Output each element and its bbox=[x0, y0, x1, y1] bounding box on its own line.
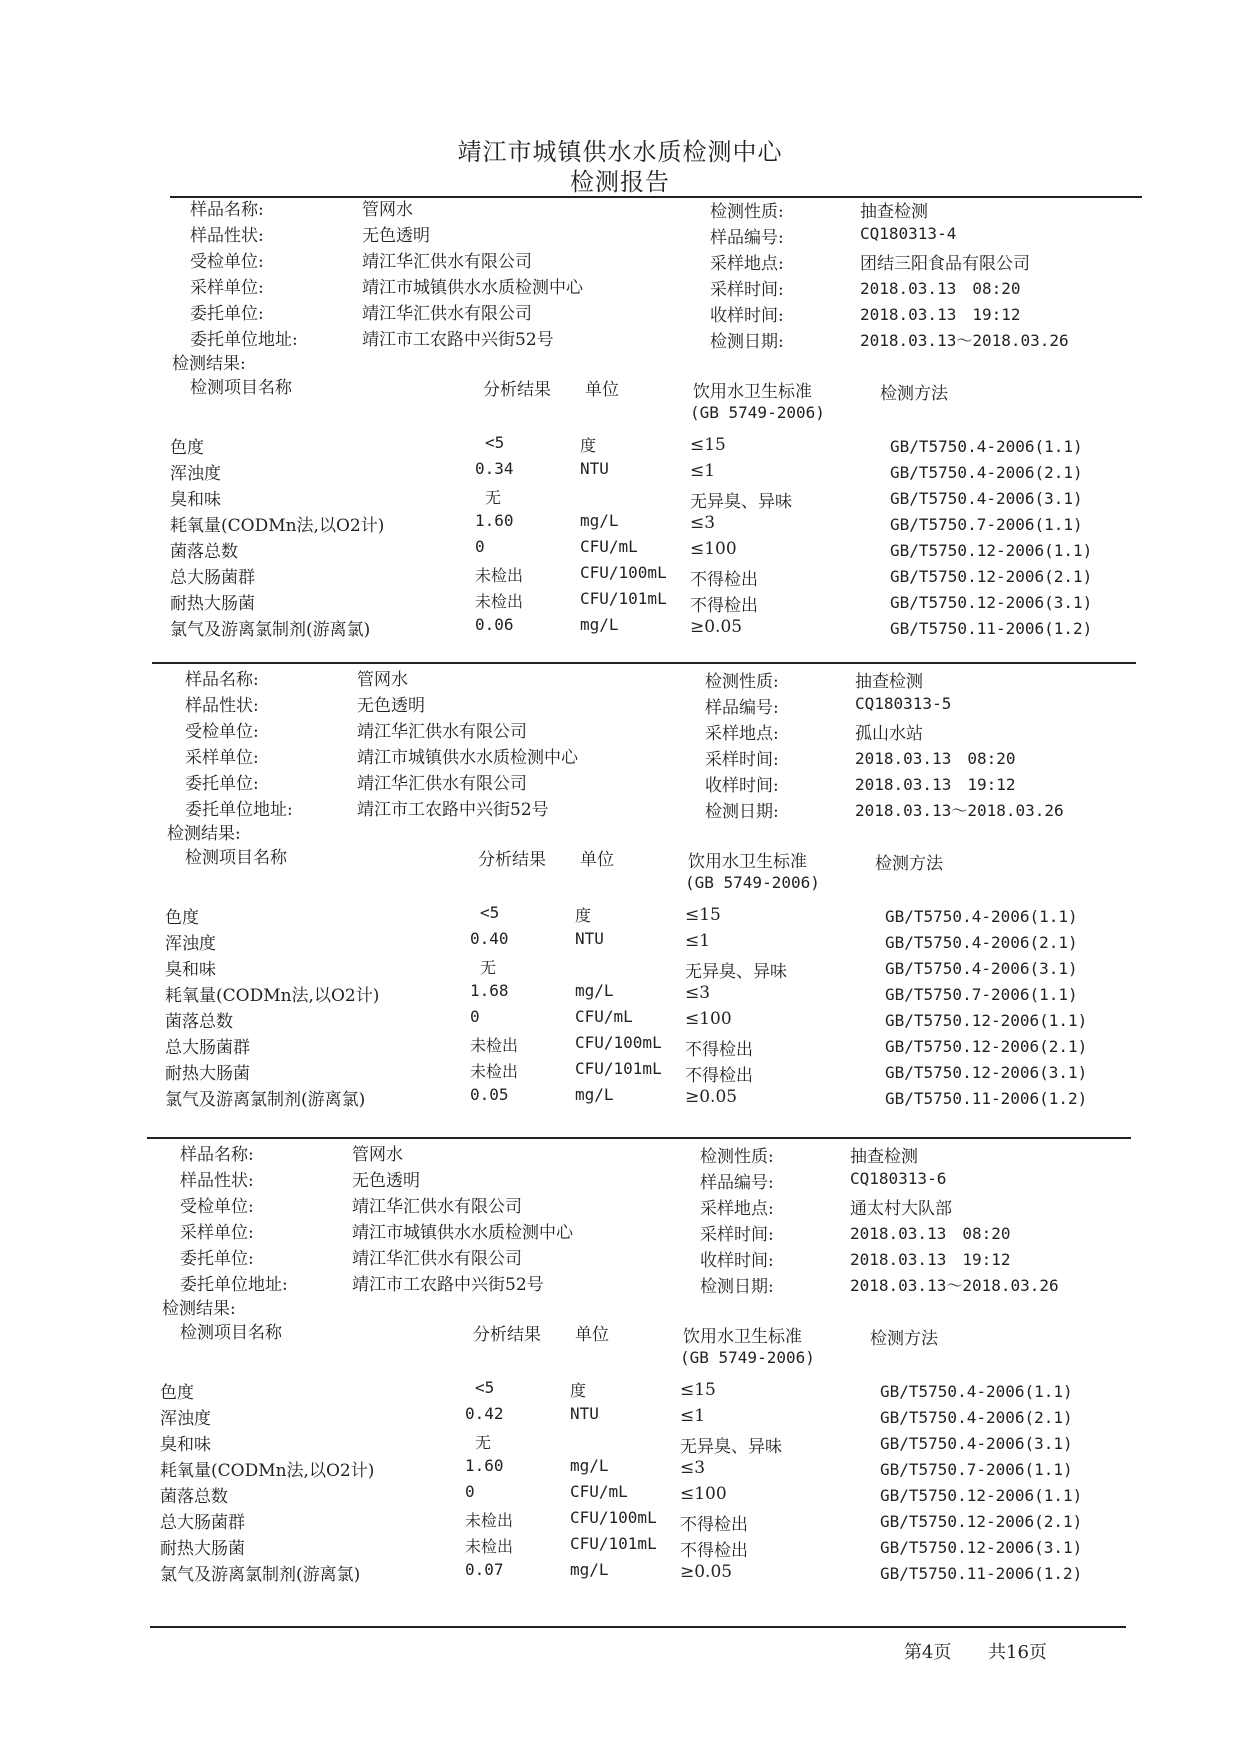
cell-item: 浑浊度 bbox=[170, 464, 221, 484]
label-sample-no: 样品编号: bbox=[700, 1173, 774, 1193]
cell-result: 未检出 bbox=[470, 1062, 519, 1081]
cell-method: GB/T5750.11-2006(1.2) bbox=[890, 619, 1093, 638]
cell-standard: ≤1 bbox=[680, 1406, 706, 1426]
col-header-standard: 饮用水卫生标准 bbox=[688, 852, 807, 872]
cell-method: GB/T5750.12-2006(3.1) bbox=[880, 1538, 1083, 1557]
cell-unit: NTU bbox=[570, 1404, 599, 1423]
label-results: 检测结果: bbox=[162, 1299, 236, 1319]
cell-unit: CFU/mL bbox=[580, 537, 638, 556]
value-sample-state: 无色透明 bbox=[362, 226, 430, 246]
cell-item: 色度 bbox=[170, 438, 204, 458]
cell-method: GB/T5750.11-2006(1.2) bbox=[880, 1564, 1083, 1583]
cell-standard: 不得检出 bbox=[685, 1066, 753, 1086]
cell-item: 浑浊度 bbox=[165, 934, 216, 954]
value-sampling-site: 团结三阳食品有限公司 bbox=[860, 254, 1030, 274]
cell-method: GB/T5750.7-2006(1.1) bbox=[890, 515, 1083, 534]
value-sample-name: 管网水 bbox=[357, 670, 408, 690]
cell-method: GB/T5750.4-2006(1.1) bbox=[890, 437, 1083, 456]
cell-item: 氯气及游离氯制剂(游离氯) bbox=[170, 620, 371, 640]
cell-result: <5 bbox=[475, 1378, 495, 1397]
label-test-date: 检测日期: bbox=[705, 802, 779, 822]
cell-item: 耗氧量(CODMn法,以O2计) bbox=[165, 986, 380, 1006]
cell-item: 色度 bbox=[165, 908, 199, 928]
cell-item: 耐热大肠菌 bbox=[165, 1064, 250, 1084]
label-sampling-time: 采样时间: bbox=[700, 1225, 774, 1245]
label-sample-state: 样品性状: bbox=[190, 226, 264, 246]
cell-standard: ≤15 bbox=[680, 1380, 716, 1400]
value-sampling-site: 孤山水站 bbox=[855, 724, 923, 744]
report-org-title: 靖江市城镇供水水质检测中心 bbox=[457, 138, 783, 166]
cell-item: 臭和味 bbox=[160, 1435, 211, 1455]
value-client-address: 靖江市工农路中兴街52号 bbox=[357, 800, 549, 820]
cell-standard: ≤100 bbox=[685, 1009, 732, 1029]
cell-result: <5 bbox=[480, 903, 500, 922]
cell-standard: ≥0.05 bbox=[690, 617, 743, 637]
label-results: 检测结果: bbox=[167, 824, 241, 844]
cell-method: GB/T5750.4-2006(1.1) bbox=[885, 907, 1078, 926]
cell-unit: mg/L bbox=[570, 1560, 609, 1579]
cell-unit: mg/L bbox=[580, 511, 619, 530]
label-sample-name: 样品名称: bbox=[180, 1145, 254, 1165]
section-divider bbox=[147, 1137, 1131, 1139]
value-inspected-unit: 靖江华汇供水有限公司 bbox=[352, 1197, 522, 1217]
label-receive-time: 收样时间: bbox=[705, 776, 779, 796]
value-sampling-time: 2018.03.13 08:20 bbox=[855, 749, 1016, 768]
cell-method: GB/T5750.4-2006(3.1) bbox=[880, 1434, 1073, 1453]
col-header-result: 分析结果 bbox=[473, 1325, 541, 1345]
cell-method: GB/T5750.7-2006(1.1) bbox=[880, 1460, 1073, 1479]
cell-item: 耗氧量(CODMn法,以O2计) bbox=[160, 1461, 375, 1481]
value-test-nature: 抽查检测 bbox=[850, 1147, 918, 1167]
cell-method: GB/T5750.4-2006(1.1) bbox=[880, 1382, 1073, 1401]
cell-standard: 不得检出 bbox=[690, 570, 758, 590]
label-receive-time: 收样时间: bbox=[700, 1251, 774, 1271]
cell-result: 无 bbox=[485, 488, 502, 507]
label-sampling-time: 采样时间: bbox=[710, 280, 784, 300]
cell-method: GB/T5750.12-2006(1.1) bbox=[890, 541, 1093, 560]
cell-unit: mg/L bbox=[575, 1085, 614, 1104]
cell-item: 耗氧量(CODMn法,以O2计) bbox=[170, 516, 385, 536]
label-test-nature: 检测性质: bbox=[705, 672, 779, 692]
cell-method: GB/T5750.12-2006(1.1) bbox=[885, 1011, 1088, 1030]
value-sampling-time: 2018.03.13 08:20 bbox=[850, 1224, 1011, 1243]
cell-unit: mg/L bbox=[570, 1456, 609, 1475]
cell-method: GB/T5750.4-2006(2.1) bbox=[885, 933, 1078, 952]
cell-item: 菌落总数 bbox=[160, 1487, 228, 1507]
col-header-result: 分析结果 bbox=[483, 380, 551, 400]
cell-method: GB/T5750.4-2006(2.1) bbox=[890, 463, 1083, 482]
col-header-method: 检测方法 bbox=[880, 384, 948, 404]
col-header-item: 检测项目名称 bbox=[190, 378, 292, 398]
cell-result: 1.60 bbox=[475, 511, 514, 530]
cell-standard: ≤3 bbox=[685, 983, 711, 1003]
cell-unit: CFU/mL bbox=[575, 1007, 633, 1026]
cell-result: 0.34 bbox=[475, 459, 514, 478]
cell-item: 氯气及游离氯制剂(游离氯) bbox=[160, 1565, 361, 1585]
label-sampling-site: 采样地点: bbox=[710, 254, 784, 274]
cell-item: 菌落总数 bbox=[165, 1012, 233, 1032]
cell-method: GB/T5750.12-2006(1.1) bbox=[880, 1486, 1083, 1505]
cell-result: 0.40 bbox=[470, 929, 509, 948]
cell-standard: ≤15 bbox=[690, 435, 726, 455]
cell-standard: ≥0.05 bbox=[685, 1087, 738, 1107]
col-header-unit: 单位 bbox=[580, 850, 614, 870]
cell-item: 耐热大肠菌 bbox=[160, 1539, 245, 1559]
label-test-nature: 检测性质: bbox=[700, 1147, 774, 1167]
value-sampling-unit: 靖江市城镇供水水质检测中心 bbox=[357, 748, 578, 768]
cell-unit: CFU/100mL bbox=[575, 1033, 662, 1052]
label-client-address: 委托单位地址: bbox=[185, 800, 293, 820]
cell-item: 总大肠菌群 bbox=[170, 568, 255, 588]
cell-unit: CFU/mL bbox=[570, 1482, 628, 1501]
cell-unit: 度 bbox=[575, 906, 592, 925]
label-client-unit: 委托单位: bbox=[190, 304, 264, 324]
cell-standard: ≤3 bbox=[680, 1458, 706, 1478]
col-header-method: 检测方法 bbox=[875, 854, 943, 874]
cell-unit: mg/L bbox=[575, 981, 614, 1000]
col-header-standard-ref: (GB 5749-2006) bbox=[685, 873, 820, 892]
cell-standard: ≤100 bbox=[690, 539, 737, 559]
value-client-unit: 靖江华汇供水有限公司 bbox=[357, 774, 527, 794]
cell-result: 0.05 bbox=[470, 1085, 509, 1104]
label-inspected-unit: 受检单位: bbox=[190, 252, 264, 272]
header-rule bbox=[170, 196, 1142, 198]
value-sampling-time: 2018.03.13 08:20 bbox=[860, 279, 1021, 298]
cell-result: 无 bbox=[480, 958, 497, 977]
label-sampling-unit: 采样单位: bbox=[180, 1223, 254, 1243]
cell-item: 总大肠菌群 bbox=[165, 1038, 250, 1058]
footer-rule bbox=[150, 1626, 1126, 1628]
label-results: 检测结果: bbox=[172, 354, 246, 374]
value-inspected-unit: 靖江华汇供水有限公司 bbox=[362, 252, 532, 272]
cell-item: 臭和味 bbox=[165, 960, 216, 980]
label-inspected-unit: 受检单位: bbox=[185, 722, 259, 742]
value-receive-time: 2018.03.13 19:12 bbox=[850, 1250, 1011, 1269]
cell-result: <5 bbox=[485, 433, 505, 452]
cell-item: 色度 bbox=[160, 1383, 194, 1403]
page-total: 共16页 bbox=[988, 1642, 1047, 1663]
col-header-standard: 饮用水卫生标准 bbox=[683, 1327, 802, 1347]
value-test-date: 2018.03.13～2018.03.26 bbox=[855, 801, 1064, 820]
cell-result: 0 bbox=[465, 1482, 475, 1501]
cell-unit: 度 bbox=[570, 1381, 587, 1400]
cell-unit: NTU bbox=[580, 459, 609, 478]
value-test-nature: 抽查检测 bbox=[855, 672, 923, 692]
cell-standard: 无异臭、异味 bbox=[690, 492, 792, 512]
label-sample-name: 样品名称: bbox=[185, 670, 259, 690]
label-sampling-site: 采样地点: bbox=[705, 724, 779, 744]
value-receive-time: 2018.03.13 19:12 bbox=[860, 305, 1021, 324]
page-number: 第4页 bbox=[904, 1642, 952, 1663]
cell-method: GB/T5750.12-2006(3.1) bbox=[885, 1063, 1088, 1082]
cell-unit: mg/L bbox=[580, 615, 619, 634]
label-sample-state: 样品性状: bbox=[180, 1171, 254, 1191]
cell-standard: 不得检出 bbox=[690, 596, 758, 616]
section-divider bbox=[152, 662, 1136, 664]
cell-standard: ≤3 bbox=[690, 513, 716, 533]
cell-standard: ≥0.05 bbox=[680, 1562, 733, 1582]
cell-standard: ≤1 bbox=[685, 931, 711, 951]
cell-unit: CFU/101mL bbox=[580, 589, 667, 608]
cell-standard: 不得检出 bbox=[680, 1541, 748, 1561]
cell-item: 耐热大肠菌 bbox=[170, 594, 255, 614]
value-receive-time: 2018.03.13 19:12 bbox=[855, 775, 1016, 794]
label-sample-state: 样品性状: bbox=[185, 696, 259, 716]
value-sample-state: 无色透明 bbox=[352, 1171, 420, 1191]
value-sample-no: CQ180313-5 bbox=[855, 694, 952, 713]
cell-method: GB/T5750.4-2006(2.1) bbox=[880, 1408, 1073, 1427]
cell-result: 未检出 bbox=[465, 1537, 514, 1556]
cell-unit: CFU/100mL bbox=[570, 1508, 657, 1527]
cell-standard: ≤100 bbox=[680, 1484, 727, 1504]
value-test-date: 2018.03.13～2018.03.26 bbox=[860, 331, 1069, 350]
value-sample-no: CQ180313-4 bbox=[860, 224, 957, 243]
cell-item: 浑浊度 bbox=[160, 1409, 211, 1429]
value-client-unit: 靖江华汇供水有限公司 bbox=[362, 304, 532, 324]
cell-unit: 度 bbox=[580, 436, 597, 455]
cell-result: 未检出 bbox=[475, 566, 524, 585]
value-client-address: 靖江市工农路中兴街52号 bbox=[352, 1275, 544, 1295]
value-sample-name: 管网水 bbox=[362, 200, 413, 220]
cell-result: 0.42 bbox=[465, 1404, 504, 1423]
cell-method: GB/T5750.12-2006(3.1) bbox=[890, 593, 1093, 612]
label-test-date: 检测日期: bbox=[700, 1277, 774, 1297]
col-header-standard-ref: (GB 5749-2006) bbox=[690, 403, 825, 422]
cell-method: GB/T5750.12-2006(2.1) bbox=[890, 567, 1093, 586]
cell-method: GB/T5750.12-2006(2.1) bbox=[885, 1037, 1088, 1056]
cell-result: 0 bbox=[475, 537, 485, 556]
cell-unit: NTU bbox=[575, 929, 604, 948]
label-sample-no: 样品编号: bbox=[710, 228, 784, 248]
value-test-date: 2018.03.13～2018.03.26 bbox=[850, 1276, 1059, 1295]
label-test-nature: 检测性质: bbox=[710, 202, 784, 222]
value-sample-name: 管网水 bbox=[352, 1145, 403, 1165]
label-sample-name: 样品名称: bbox=[190, 200, 264, 220]
cell-result: 1.60 bbox=[465, 1456, 504, 1475]
col-header-unit: 单位 bbox=[575, 1325, 609, 1345]
cell-item: 臭和味 bbox=[170, 490, 221, 510]
label-sampling-time: 采样时间: bbox=[705, 750, 779, 770]
cell-standard: 不得检出 bbox=[680, 1515, 748, 1535]
cell-method: GB/T5750.12-2006(2.1) bbox=[880, 1512, 1083, 1531]
cell-method: GB/T5750.7-2006(1.1) bbox=[885, 985, 1078, 1004]
col-header-item: 检测项目名称 bbox=[180, 1323, 282, 1343]
cell-result: 未检出 bbox=[475, 592, 524, 611]
cell-standard: 无异臭、异味 bbox=[685, 962, 787, 982]
label-client-address: 委托单位地址: bbox=[180, 1275, 288, 1295]
col-header-unit: 单位 bbox=[585, 380, 619, 400]
label-test-date: 检测日期: bbox=[710, 332, 784, 352]
col-header-standard: 饮用水卫生标准 bbox=[693, 382, 812, 402]
label-client-unit: 委托单位: bbox=[180, 1249, 254, 1269]
value-sample-state: 无色透明 bbox=[357, 696, 425, 716]
cell-result: 未检出 bbox=[470, 1036, 519, 1055]
label-sample-no: 样品编号: bbox=[705, 698, 779, 718]
cell-standard: 不得检出 bbox=[685, 1040, 753, 1060]
cell-result: 0.06 bbox=[475, 615, 514, 634]
value-test-nature: 抽查检测 bbox=[860, 202, 928, 222]
cell-result: 1.68 bbox=[470, 981, 509, 1000]
cell-result: 未检出 bbox=[465, 1511, 514, 1530]
col-header-standard-ref: (GB 5749-2006) bbox=[680, 1348, 815, 1367]
cell-unit: CFU/101mL bbox=[570, 1534, 657, 1553]
cell-method: GB/T5750.4-2006(3.1) bbox=[885, 959, 1078, 978]
col-header-result: 分析结果 bbox=[478, 850, 546, 870]
label-client-address: 委托单位地址: bbox=[190, 330, 298, 350]
value-inspected-unit: 靖江华汇供水有限公司 bbox=[357, 722, 527, 742]
cell-item: 总大肠菌群 bbox=[160, 1513, 245, 1533]
cell-method: GB/T5750.11-2006(1.2) bbox=[885, 1089, 1088, 1108]
value-client-address: 靖江市工农路中兴街52号 bbox=[362, 330, 554, 350]
value-sampling-site: 通太村大队部 bbox=[850, 1199, 952, 1219]
cell-result: 0.07 bbox=[465, 1560, 504, 1579]
value-sampling-unit: 靖江市城镇供水水质检测中心 bbox=[362, 278, 583, 298]
label-sampling-unit: 采样单位: bbox=[185, 748, 259, 768]
value-client-unit: 靖江华汇供水有限公司 bbox=[352, 1249, 522, 1269]
cell-item: 菌落总数 bbox=[170, 542, 238, 562]
value-sampling-unit: 靖江市城镇供水水质检测中心 bbox=[352, 1223, 573, 1243]
cell-standard: ≤1 bbox=[690, 461, 716, 481]
label-sampling-site: 采样地点: bbox=[700, 1199, 774, 1219]
cell-standard: 无异臭、异味 bbox=[680, 1437, 782, 1457]
report-title: 检测报告 bbox=[570, 168, 670, 196]
label-receive-time: 收样时间: bbox=[710, 306, 784, 326]
cell-unit: CFU/100mL bbox=[580, 563, 667, 582]
label-sampling-unit: 采样单位: bbox=[190, 278, 264, 298]
cell-unit: CFU/101mL bbox=[575, 1059, 662, 1078]
label-client-unit: 委托单位: bbox=[185, 774, 259, 794]
col-header-method: 检测方法 bbox=[870, 1329, 938, 1349]
cell-method: GB/T5750.4-2006(3.1) bbox=[890, 489, 1083, 508]
col-header-item: 检测项目名称 bbox=[185, 848, 287, 868]
cell-result: 无 bbox=[475, 1433, 492, 1452]
label-inspected-unit: 受检单位: bbox=[180, 1197, 254, 1217]
cell-result: 0 bbox=[470, 1007, 480, 1026]
cell-standard: ≤15 bbox=[685, 905, 721, 925]
cell-item: 氯气及游离氯制剂(游离氯) bbox=[165, 1090, 366, 1110]
value-sample-no: CQ180313-6 bbox=[850, 1169, 947, 1188]
